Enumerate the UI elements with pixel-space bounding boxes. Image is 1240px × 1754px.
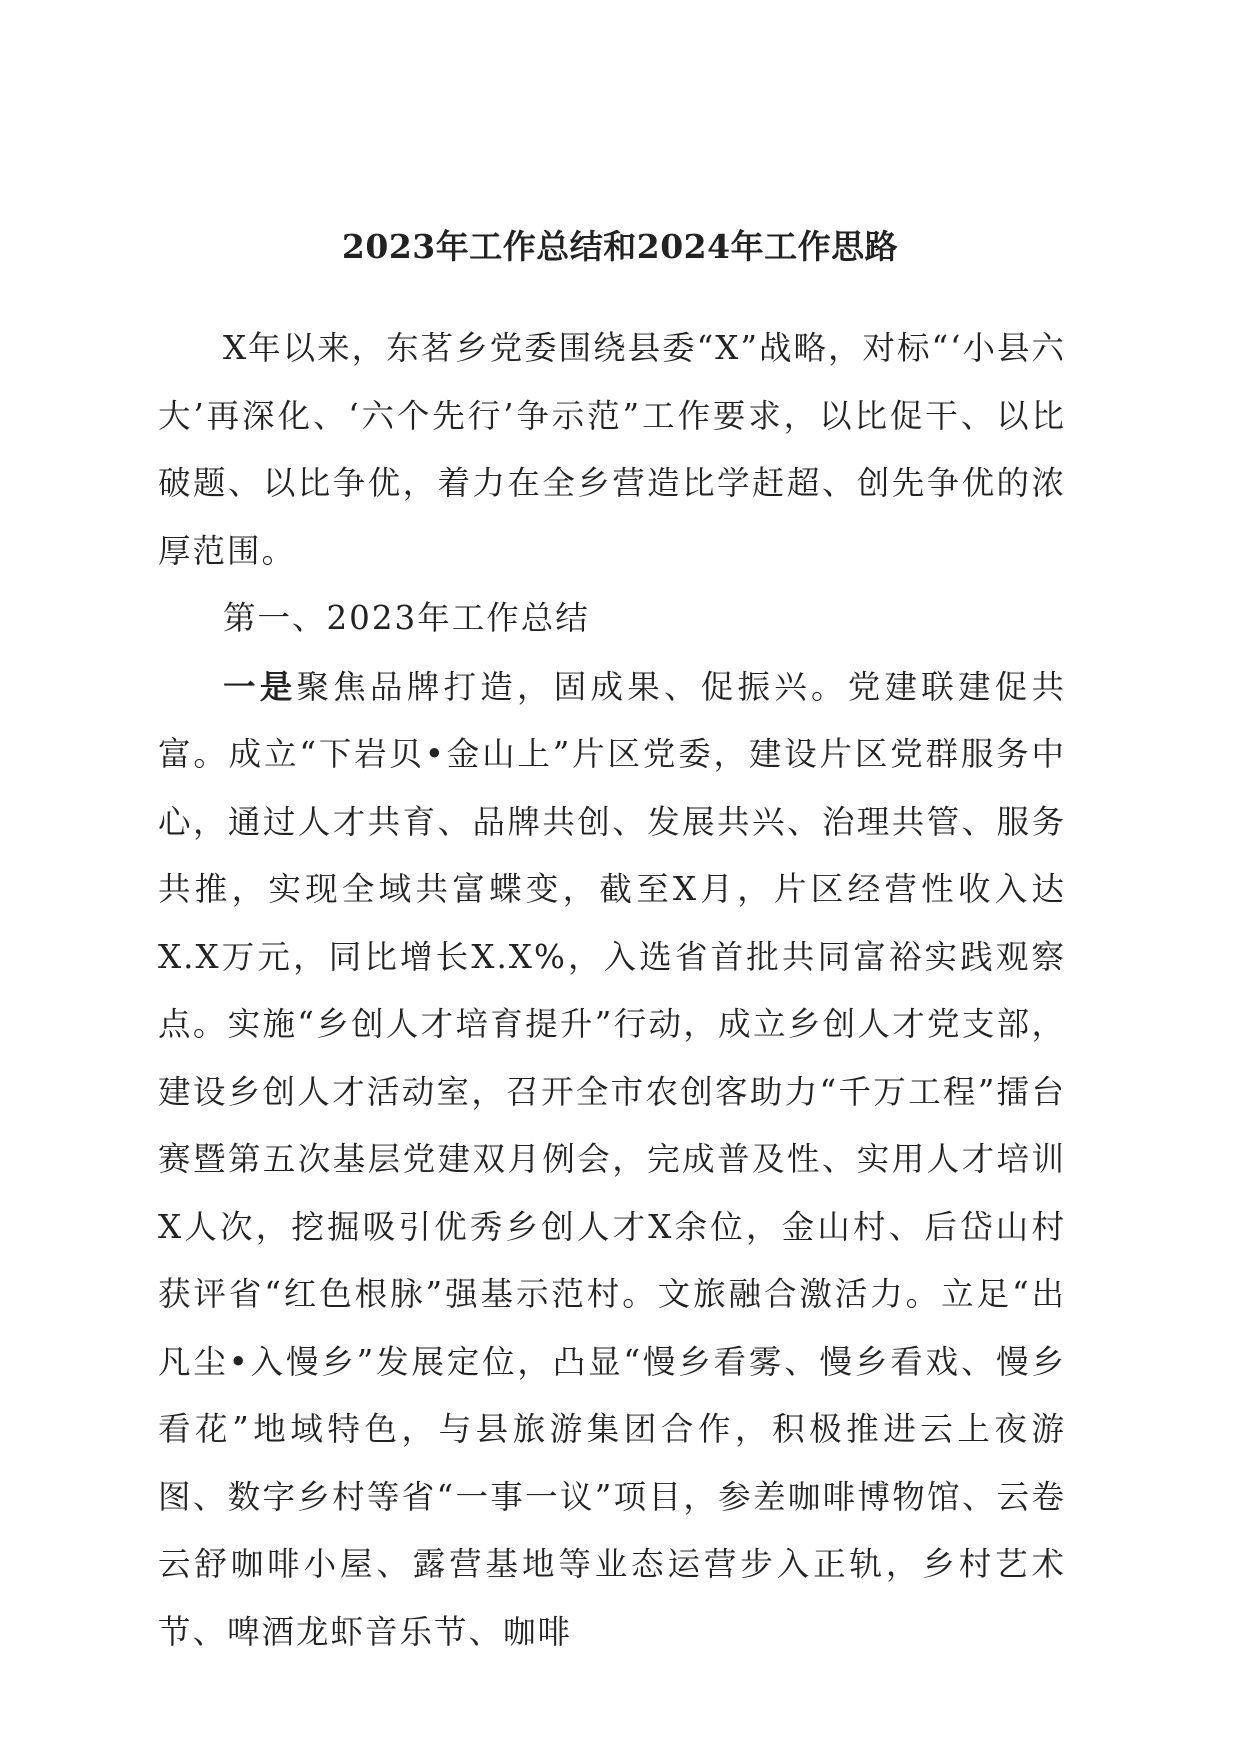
paragraph-text: X年以来，东茗乡党委围绕县委“X”战略，对标“‘小县六大’再深化、‘六个先行’争示范”工作要求，以比促干、以比破题、以比争优，着力在全乡营造比学赶超、创先争优的浓厚范围。 (158, 329, 1066, 570)
intro-paragraph (158, 315, 1066, 585)
section-heading (158, 585, 1066, 653)
first-point-paragraph (158, 653, 1066, 1667)
paragraph-text: 聚焦品牌打造，固成果、促振兴。党建联建促共富。成立“下岩贝•金山上”片区党委，建设片区党群服务中心，通过人才共育、品牌共创、发展共兴、治理共管、服务共推，实现全域共富蝶变，截至X月，片区经营性收入达X.X万元，同比增长X.X%，入选省首批共同富裕实践观察点。实施“乡创人才培育提升”行动，成立乡创人才党支部，建设乡创人才活动室，召开全市农创客助力“千万工程”擂台赛暨第五次基层党建双月例会，完成普及性、实用人才培训X人次，挖掘吸引优秀乡创人才X余位，金山村、后岱山村获评省“红色根脉”强基示范村。文旅融合激活力。立足“出凡尘•入慢乡”发展定位，凸显“慢乡看雾、慢乡看戏、慢乡看花”地域特色，与县旅游集团合作，积极推进云上夜游图、数字乡村等省“一事一议”项目，参差咖啡博物馆、云卷云舒咖啡小屋、露营基地等业态运营步入正轨，乡村艺术节、啤酒龙虾音乐节、咖啡 (158, 667, 1066, 1651)
paragraph-text: 第一、2023年工作总结 (223, 599, 590, 637)
document-title: 2023年工作总结和2024年工作思路 (341, 227, 899, 266)
document-body (158, 315, 1066, 1666)
paragraph-lead: 一是 (223, 666, 297, 706)
